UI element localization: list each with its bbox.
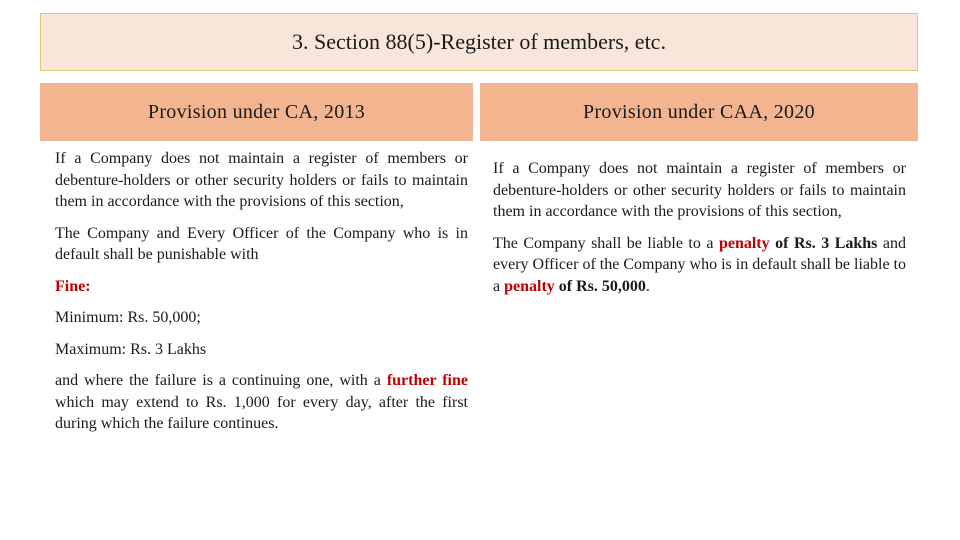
header-ca-2013-text: Provision under CA, 2013 xyxy=(147,100,366,123)
continuing-failure-clause xyxy=(55,370,468,435)
penalty-highlight-2: penalty xyxy=(504,277,555,295)
ca-2013-column xyxy=(55,148,468,445)
fine-minimum: Minimum: Rs. 50,000; xyxy=(55,309,201,326)
slide-title xyxy=(40,13,918,71)
ca-2013-punishment: The Company and Every Officer of the Company who is in default shall be punishable with xyxy=(55,224,468,263)
penalty-highlight-1: penalty xyxy=(718,234,770,252)
continuing-text-a: and where the failure is a continuing one, with a xyxy=(55,372,387,389)
header-caa-2020-text: Provision under CAA, 2020 xyxy=(583,100,815,123)
penalty-amount-1: of Rs. 3 Lakhs xyxy=(769,234,878,252)
penalty-text-e: . xyxy=(645,277,650,295)
header-caa-2020 xyxy=(480,83,918,141)
penalty-amount-2: of Rs. 50,000 xyxy=(554,277,646,295)
penalty-text-a: The Company shall be liable to a xyxy=(493,234,719,252)
penalty-text-c: and every Officer of the Company who is in default shall be liable to a xyxy=(493,234,906,295)
header-ca-2013 xyxy=(40,83,473,141)
fine-label: Fine: xyxy=(55,277,91,295)
fine-maximum: Maximum: Rs. 3 Lakhs xyxy=(55,340,207,358)
caa-2020-column xyxy=(493,158,906,307)
slide-title-text: 3. Section 88(5)-Register of members, etc. xyxy=(292,29,666,54)
ca-2013-condition: If a Company does not maintain a register of members or debenture-holders or other security holders or fails to maintain them in accordance with the provisions of this section, xyxy=(55,150,468,210)
caa-2020-penalty xyxy=(493,233,906,298)
continuing-text-b: which may extend to Rs. 1,000 for every day, after the first during which the failure continues. xyxy=(55,393,468,432)
further-fine-highlight: further fine xyxy=(386,372,469,389)
caa-2020-condition: If a Company does not maintain a register of members or debenture-holders or other security holders or fails to maintain them in accordance with the provisions of this section, xyxy=(493,160,906,220)
